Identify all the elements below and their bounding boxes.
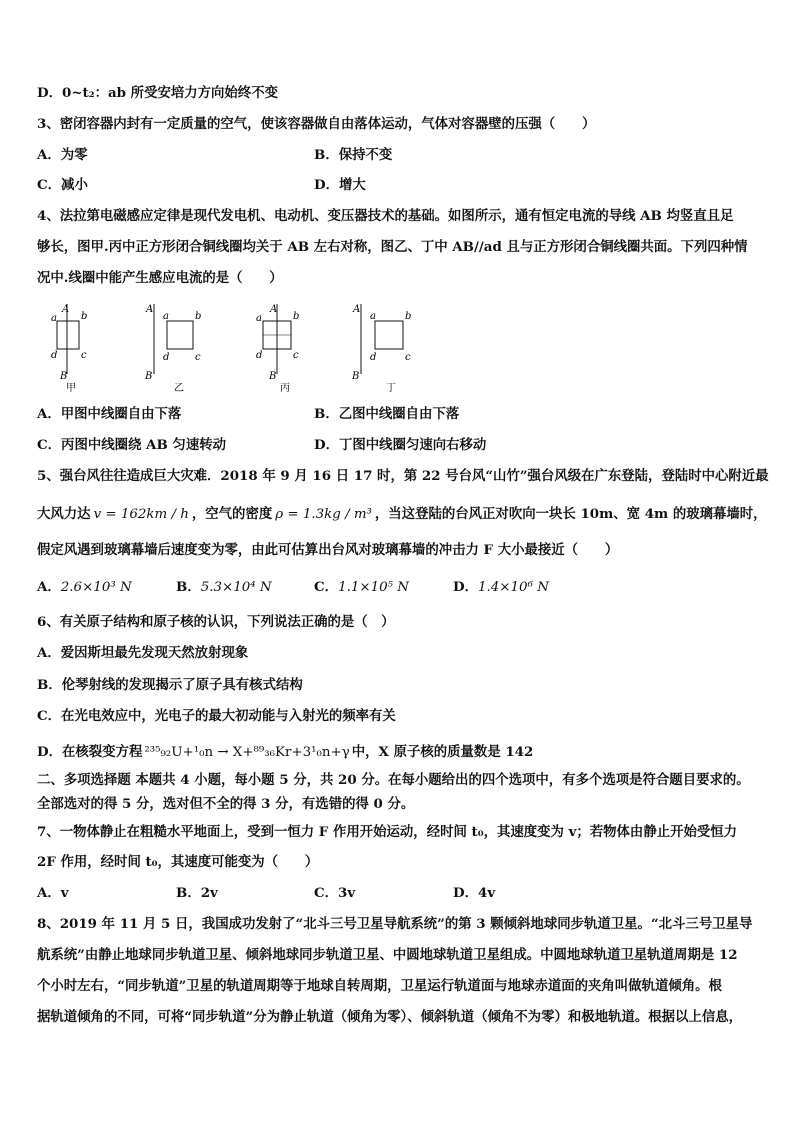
question-3: 3、密闭容器内封有一定质量的空气，使该容器做自由落体运动，气体对容器壁的压强（ ） <box>37 116 596 132</box>
coil-diagrams <box>50 302 430 394</box>
section-2-header-line2: 全部选对的得 5 分，选对但不全的得 3 分，有选错的得 0 分。 <box>37 796 415 812</box>
q4-option-c: C．丙图中线圈绕 AB 匀速转动 <box>37 437 226 453</box>
question-6: 6、有关原子结构和原子核的认识，下列说法正确的是（ ） <box>37 614 395 630</box>
q6-option-b: B．伦琴射线的发现揭示了原子具有核式结构 <box>37 677 303 693</box>
svg-text:A: A <box>353 304 361 315</box>
question-8-line3: 个小时左右，“同步轨道”卫星的轨道周期等于地球自转周期，卫星运行轨道面与地球赤道面的夹角叫做轨道倾角。根 <box>37 978 722 994</box>
svg-text:A: A <box>146 304 154 315</box>
question-8-line1: 8、2019 年 11 月 5 日，我国成功发射了“北斗三号卫星导航系统”的第 3 颗倾斜地球同步轨道卫星。“北斗三号卫星导 <box>37 916 753 932</box>
diagram-ding <box>351 304 411 394</box>
q4-option-b: B．乙图中线圈自由下落 <box>314 406 460 422</box>
fission-equation: ²³⁵₉₂U+¹₀n → X+⁸⁹₃₆Kr+3¹₀n+γ <box>144 745 350 760</box>
question-7-line2: 2F 作用，经时间 t₀，其速度可能变为（ ） <box>37 854 319 870</box>
q3-option-b: B．保持不变 <box>314 147 393 163</box>
question-7-line1: 7、一物体静止在粗糙水平地面上，受到一恒力 F 作用开始运动，经时间 t₀，其速度变为 v；若物体由静止开始受恒力 <box>37 824 738 840</box>
svg-text:c: c <box>293 350 299 361</box>
svg-text:d: d <box>370 352 377 363</box>
svg-text:B: B <box>145 371 153 382</box>
wind-speed-formula: v = 162km / h <box>93 507 189 522</box>
svg-text:d: d <box>51 350 58 361</box>
svg-text:a: a <box>51 313 57 324</box>
question-8-line4: 据轨道倾角的不同，可将“同步轨道”分为静止轨道（倾角为零）、倾斜轨道（倾角不为零）和极地轨道。根据以上信息， <box>37 1009 743 1025</box>
svg-text:b: b <box>293 311 300 322</box>
q4-option-d: D．丁图中线圈匀速向右移动 <box>314 437 487 453</box>
label-A: A <box>62 304 70 315</box>
diagram-yi <box>144 304 201 394</box>
svg-text:d: d <box>256 350 263 361</box>
svg-text:b: b <box>81 311 88 322</box>
question-4-line2: 够长，图甲.丙中正方形闭合铜线圈均关于 AB 左右对称，图乙、丁中 AB//ad 且与正方形闭合铜线圈共面。下列四种情 <box>37 239 748 255</box>
svg-text:a: a <box>370 311 376 322</box>
q6-option-c: C．在光电效应中，光电子的最大初动能与入射光的频率有关 <box>37 708 396 724</box>
diagram-bing <box>256 304 299 394</box>
svg-text:b: b <box>405 311 412 322</box>
option-d-prev: D．0~t₂：ab 所受安培力方向始终不变 <box>37 85 278 101</box>
svg-text:a: a <box>163 311 169 322</box>
question-8-line2: 航系统”由静止地球同步轨道卫星、倾斜地球同步轨道卫星、中圆地球轨道卫星组成。中圆地球轨道卫星轨道周期是 12 <box>37 947 738 963</box>
q6-option-d: D．在核裂变方程 ²³⁵₉₂U+¹₀n → X+⁸⁹₃₆Kr+3¹₀n+γ 中，X 原子核的质量数是 142 <box>37 744 534 760</box>
q4-option-a: A．甲图中线圈自由下落 <box>37 406 182 422</box>
svg-text:c: c <box>195 352 201 363</box>
q5-option-c: C．1.1×10⁵ N <box>314 579 409 595</box>
svg-text:b: b <box>195 311 202 322</box>
label-jia: 甲 <box>66 383 76 394</box>
svg-text:c: c <box>405 352 411 363</box>
question-5-line2: 大风力达 v = 162km / h ，空气的密度 ρ = 1.3kg / m³ ，当这登陆的台风正对吹向一块长 10m、宽 4m 的玻璃幕墙时， <box>37 506 767 522</box>
svg-text:B: B <box>269 371 277 382</box>
question-4-line3: 况中.线圈中能产生感应电流的是（ ） <box>37 270 283 286</box>
svg-text:d: d <box>163 352 170 363</box>
label-ding: 丁 <box>386 383 396 394</box>
svg-text:A: A <box>270 304 278 315</box>
q7-option-b: B．2v <box>176 885 218 901</box>
q3-option-d: D．增大 <box>314 177 366 193</box>
q5-option-b: B．5.3×10⁴ N <box>176 579 272 595</box>
svg-text:c: c <box>81 350 87 361</box>
q3-option-c: C．减小 <box>37 177 88 193</box>
svg-text:B: B <box>60 371 68 382</box>
svg-text:B: B <box>352 371 360 382</box>
q5-option-a: A．2.6×10³ N <box>37 579 132 595</box>
label-bing: 丙 <box>280 383 290 394</box>
question-5-line1: 5、强台风往往造成巨大灾难．2018 年 9 月 16 日 17 时，第 22 号台风“山竹”强台风级在广东登陆，登陆时中心附近最 <box>37 468 769 484</box>
q5-option-d: D．1.4×10⁶ N <box>453 579 549 595</box>
q7-option-d: D．4v <box>453 885 496 901</box>
section-2-header-line1: 二、多项选择题 本题共 4 小题，每小题 5 分，共 20 分。在每小题给出的四个选项中，有多个选项是符合题目要求的。 <box>37 772 750 788</box>
question-4-line1: 4、法拉第电磁感应定律是现代发电机、电动机、变压器技术的基础。如图所示，通有恒定电流的导线 AB 均竖直且足 <box>37 208 734 224</box>
q7-option-a: A．v <box>37 885 69 901</box>
q3-option-a: A．为零 <box>37 147 88 163</box>
q6-option-a: A．爱因斯坦最先发现天然放射现象 <box>37 645 249 661</box>
air-density-formula: ρ = 1.3kg / m³ <box>275 507 372 522</box>
q7-option-c: C．3v <box>314 885 356 901</box>
diagram-jia <box>51 304 87 394</box>
label-yi: 乙 <box>174 383 184 394</box>
question-5-line3: 假定风遇到玻璃幕墙后速度变为零，由此可估算出台风对玻璃幕墙的冲击力 F 大小最接近（ ） <box>37 542 619 558</box>
svg-text:a: a <box>256 313 262 324</box>
